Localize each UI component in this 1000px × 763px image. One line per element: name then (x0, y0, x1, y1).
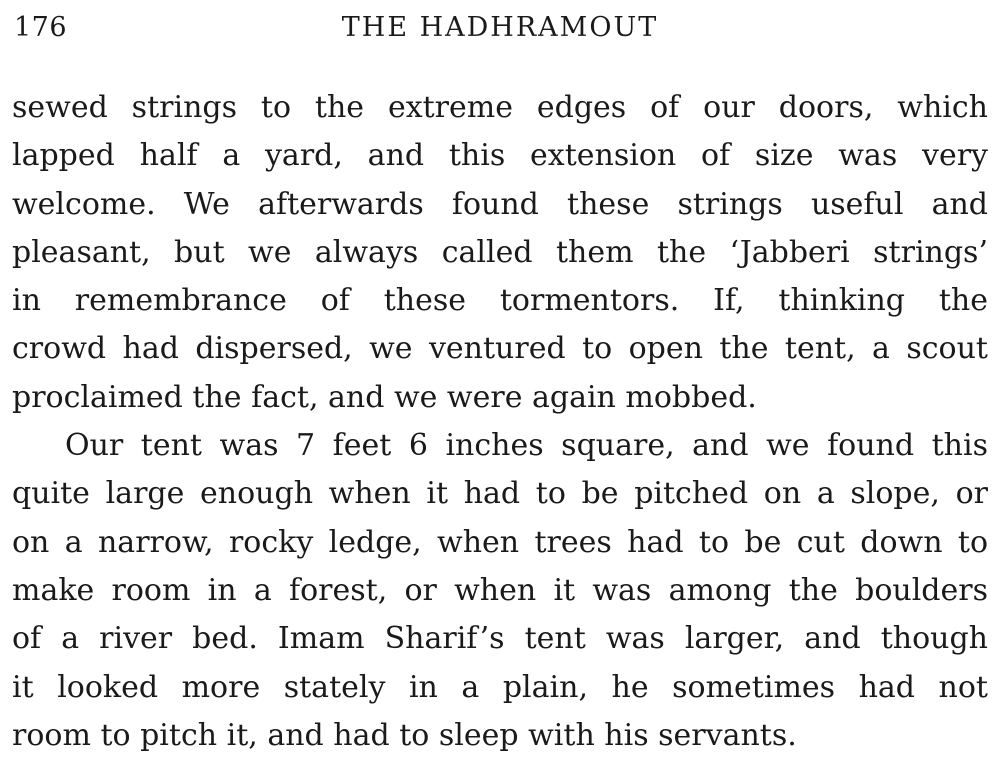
text-line: in remembrance of these tormentors. If, thinking the (12, 283, 988, 319)
text-line: quite large enough when it had to be pitched on a slope, or (12, 476, 988, 512)
text-line: sewed strings to the extreme edges of our doors, which (12, 90, 988, 125)
running-title: THE HADHRAMOUT (341, 12, 659, 43)
text-line: it looked more stately in a plain, he sometimes had not (12, 669, 988, 705)
paragraph (12, 84, 988, 422)
text-line: make room in a forest, or when it was among the boulders (12, 572, 988, 608)
paragraph (12, 422, 988, 760)
text-line: lapped half a yard, and this extension of size was very (12, 138, 988, 174)
page-number: 176 (14, 12, 68, 43)
page-header (14, 12, 986, 52)
text-line: room to pitch it, and had to sleep with his servants. (12, 717, 797, 753)
body-text (12, 84, 988, 760)
text-line: of a river bed. Imam Sharif’s tent was larger, and though (12, 621, 988, 657)
text-line: pleasant, but we always called them the ‘Jabberi strings’ (12, 234, 988, 270)
text-line: welcome. We afterwards found these strings useful and (12, 186, 988, 222)
text-line: proclaimed the fact, and we were again mobbed. (12, 379, 757, 415)
text-line: on a narrow, rocky ledge, when trees had to be cut down to (12, 524, 988, 560)
text-line: crowd had dispersed, we ventured to open the tent, a scout (12, 331, 988, 367)
text-line: Our tent was 7 feet 6 inches square, and we found this (65, 428, 988, 464)
